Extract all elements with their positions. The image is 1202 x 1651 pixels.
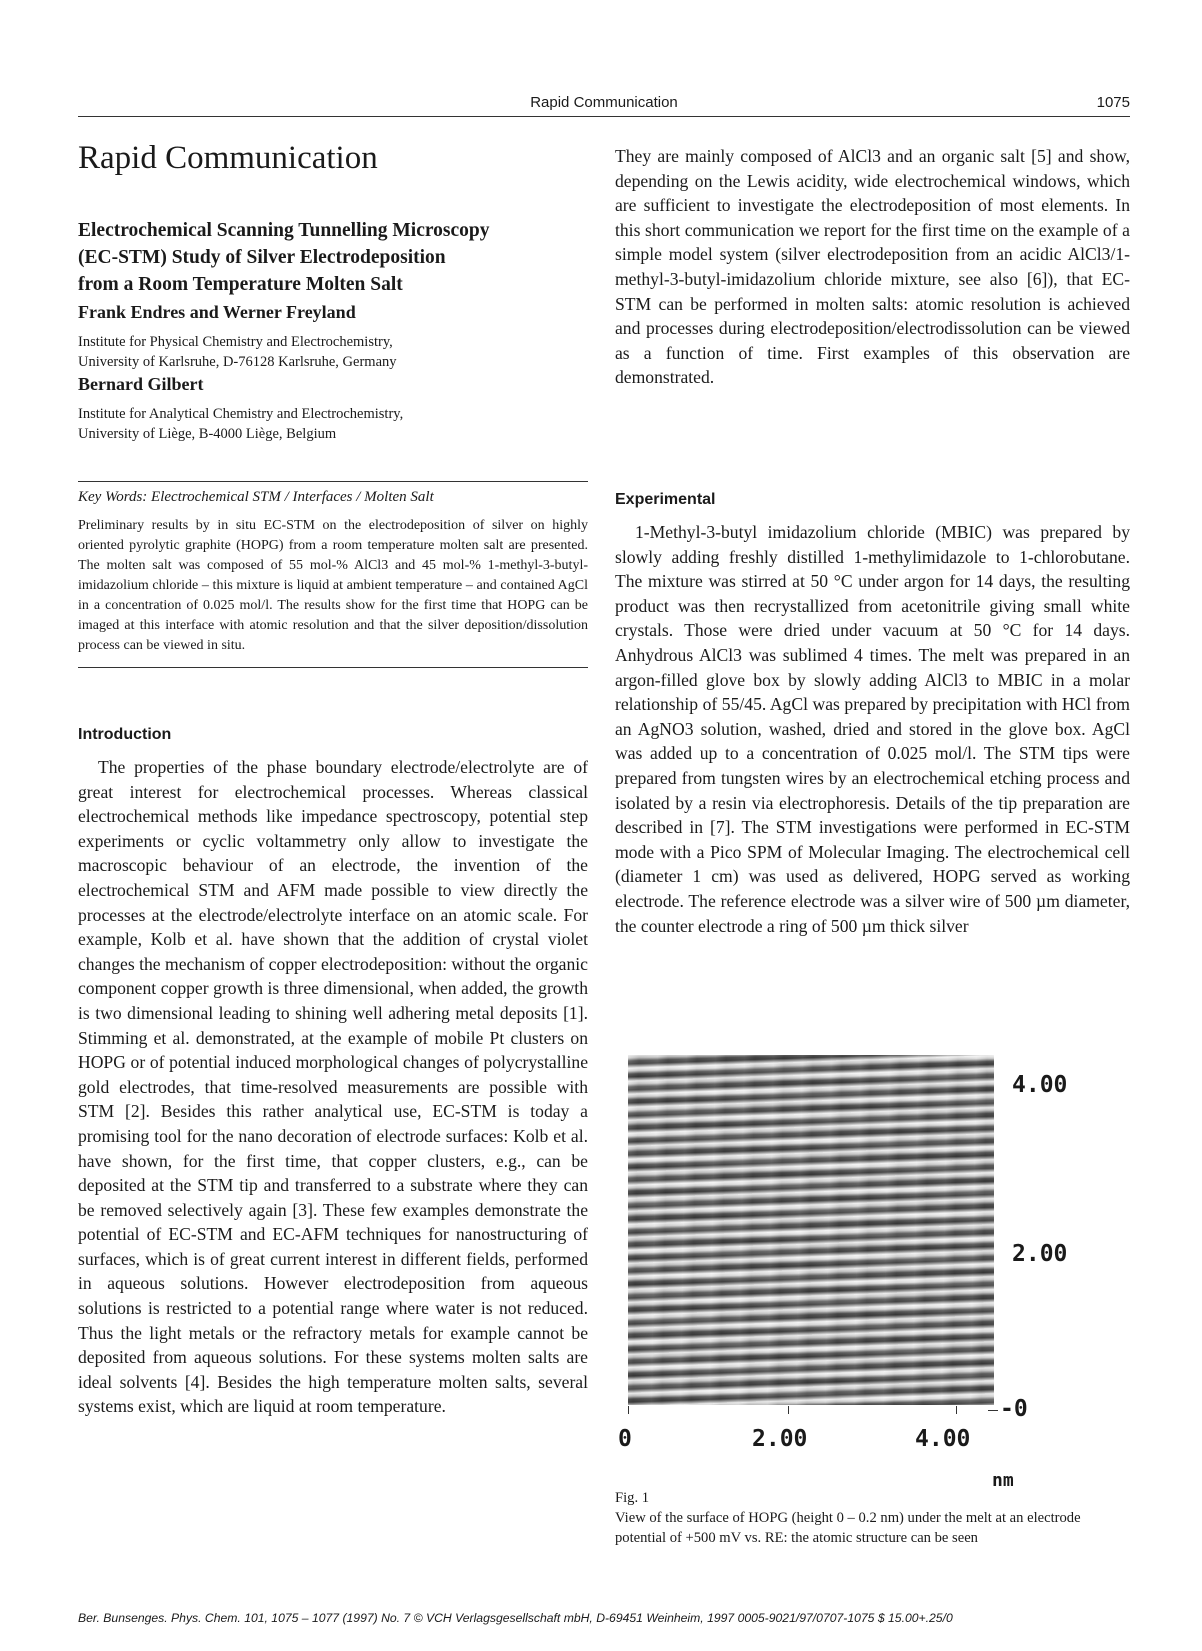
keywords: Key Words: Electrochemical STM / Interfaces / Molten Salt: [78, 489, 434, 505]
figure-caption-label: Fig. 1: [615, 1490, 650, 1506]
affiliation-line: University of Liège, B-4000 Liège, Belgium: [78, 426, 337, 442]
authors-group-2: Bernard Gilbert: [78, 374, 204, 394]
introduction-heading: Introduction: [78, 726, 172, 743]
y-axis-tick: [988, 1410, 998, 1411]
running-head: [78, 92, 1130, 117]
introduction-continued-paragraph: They are mainly composed of AlCl3 and an organic salt [5] and show, depending on the Lewis acidity, wide electrochemical windows, which are sufficient to investigate the electrodeposition of most elements. In this short communication we report for the first time on the example of a simple model system (silver electrodeposition from an acidic AlCl3/1-methyl-3-butyl-imidazolium chloride mixture, see also [6]), that EC-STM can be performed in molten salts: atomic resolution is achieved and processes during electrodeposition/electrodissolution can be viewed as a function of time. First examples of this observation are demonstrated.: [615, 146, 1130, 388]
page-number: 1075: [1096, 94, 1130, 111]
article-title-line: (EC-STM) Study of Silver Electrodeposition: [78, 247, 446, 268]
figure-caption: [615, 1488, 1130, 1548]
journal-footer: Ber. Bunsenges. Phys. Chem. 101, 1075 – 1077 (1997) No. 7 © VCH Verlagsgesellschaft mbH, D-69451 Weinheim, 1997 0005-9021/97/0707-1075 $ 15.00+.25/0: [78, 1611, 953, 1625]
stm-image: [628, 1055, 994, 1405]
y-axis-label: 4.00: [1012, 1072, 1068, 1098]
x-axis-label: 0: [618, 1426, 632, 1452]
keywords-top-rule: [78, 481, 588, 482]
introduction-body: [78, 755, 588, 1419]
experimental-body: [615, 520, 1130, 938]
y-axis-label: -0: [1000, 1396, 1028, 1422]
experimental-heading: Experimental: [615, 491, 716, 508]
x-axis-tick: [788, 1406, 789, 1414]
abstract-bottom-rule: [78, 667, 588, 668]
x-axis-tick: [956, 1406, 957, 1414]
affiliation-line: University of Karlsruhe, D-76128 Karlsruhe, Germany: [78, 354, 397, 370]
figure-caption-text: View of the surface of HOPG (height 0 – 0.2 nm) under the melt at an electrode potential of +500 mV vs. RE: the atomic structure can be seen: [615, 1510, 1081, 1546]
affiliation-line: Institute for Physical Chemistry and Electrochemistry,: [78, 334, 393, 350]
affiliation-1: [78, 332, 397, 372]
introduction-continued: [615, 144, 1130, 390]
affiliation-line: Institute for Analytical Chemistry and Electrochemistry,: [78, 406, 404, 422]
experimental-paragraph: 1-Methyl-3-butyl imidazolium chloride (MBIC) was prepared by slowly adding freshly distilled 1-methylimidazole to 1-chlorobutane. The mixture was stirred at 50 °C under argon for 14 days, the resulting product was then recrystallized from acetonitrile giving small white crystals. Those were dried under vacuum at 50 °C for 14 days. Anhydrous AlCl3 was sublimed 4 times. The melt was prepared in an argon-filled glove box by slowly adding AlCl3 to MBIC in a molar relationship of 55/45. AgCl was prepared by precipitation with HCl from an AgNO3 solution, washed, dried and stored in the glove box. AgCl was added up to a concentration of 0.025 mol/l. The STM tips were prepared from tungsten wires by an electrochemical etching process and isolated by a resin via electrophoresis. Details of the tip preparation are described in [7]. The STM investigations were performed in EC-STM mode with a Pico SPM of Molecular Imaging. The electrochemical cell (diameter 1 cm) was used as delivered, HOPG served as working electrode. The reference electrode was a silver wire of 500 µm diameter, the counter electrode a ring of 500 µm thick silver: [615, 522, 1130, 936]
article-title-line: from a Room Temperature Molten Salt: [78, 274, 403, 295]
article-title-line: Electrochemical Scanning Tunnelling Microscopy: [78, 220, 490, 241]
affiliation-2: [78, 404, 403, 444]
x-axis-label: 2.00: [752, 1426, 808, 1452]
abstract: Preliminary results by in situ EC-STM on the electrodeposition of silver on highly oriented pyrolytic graphite (HOPG) from a room temperature molten salt are presented. The molten salt was composed of 55 mol-% AlCl3 and 45 mol-% 1-methyl-3-butyl-imidazolium chloride – this mixture is liquid at ambient temperature – and contained AgCl in a concentration of 0.025 mol/l. The results show for the first time that HOPG can be imaged at this interface with atomic resolution and that the silver deposition/dissolution process can be viewed in situ.: [78, 518, 588, 653]
x-axis-tick: [628, 1406, 629, 1414]
article-title: [78, 217, 598, 298]
section-title: Rapid Communication: [78, 140, 378, 176]
axis-unit-label: nm: [992, 1470, 1014, 1491]
running-head-title: Rapid Communication: [530, 94, 678, 111]
y-axis-label: 2.00: [1012, 1241, 1068, 1267]
introduction-paragraph: The properties of the phase boundary electrode/electrolyte are of great interest for electrochemical processes. Whereas classical electrochemical methods like impedance spectroscopy, potential step experiments or cyclic voltammetry only allow to investigate the macroscopic behaviour of an electrode, the invention of the electrochemical STM and AFM made possible to view directly the processes at the electrode/electrolyte interface on an atomic scale. For example, Kolb et al. have shown that the addition of crystal violet changes the mechanism of copper electrodeposition: without the organic component copper growth is three dimensional, when added, the growth is two dimensional leading to shining well adhering metal deposits [1]. Stimming et al. demonstrated, at the example of mobile Pt clusters on HOPG or of potential induced morphological changes of polycrystalline gold electrodes, that time-resolved measurements are possible with STM [2]. Besides this rather analytical use, EC-STM is today a promising tool for the nano decoration of electrode surfaces: Kolb et al. have shown, for the first time, that copper clusters, e.g., can be deposited at the STM tip and transferred to a substrate where they can be removed selectively again [3]. These few examples demonstrate the potential of EC-STM and EC-AFM techniques for nanostructuring of surfaces, which is of great current interest in different fields, performed in aqueous solutions. However electrodeposition from aqueous solutions is restricted to a potential range where water is not reduced. Thus the light metals or the refractory metals for example cannot be deposited from aqueous solutions. For these systems molten salts are ideal solvents [4]. Besides the high temperature molten salts, several systems exist, which are liquid at room temperature.: [78, 757, 588, 1417]
authors-group-1: Frank Endres and Werner Freyland: [78, 302, 356, 322]
x-axis-label: 4.00: [915, 1426, 971, 1452]
